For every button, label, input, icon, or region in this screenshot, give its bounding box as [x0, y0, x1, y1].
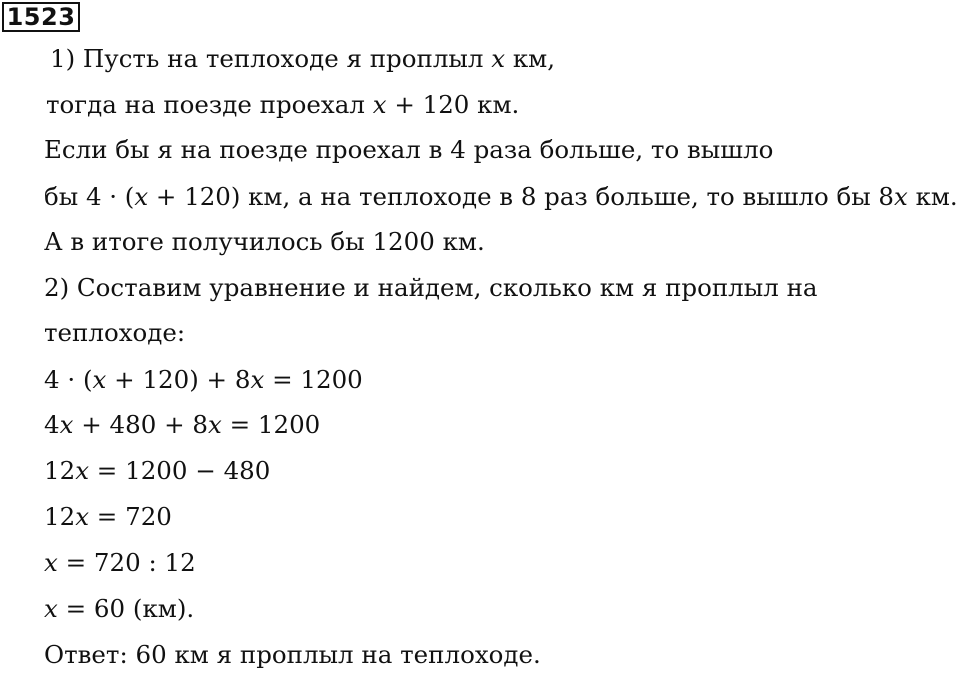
solution-line-1: 1) Пусть на теплоходе я проплыл x км, — [50, 44, 556, 73]
answer-line: Ответ: 60 км я проплыл на теплоходе. — [44, 640, 541, 669]
solution-line-3: Если бы я на поезде проехал в 4 раза больше, то вышло — [44, 135, 774, 164]
equation-line-1: 4 · (x + 120) + 8x = 1200 — [44, 365, 363, 394]
solution-line-2: тогда на поезде проехал x + 120 км. — [46, 90, 520, 119]
equation-line-4: 12x = 720 — [44, 502, 172, 531]
problem-number: 1523 — [2, 2, 80, 32]
solution-line-7: теплоходе: — [44, 318, 186, 347]
equation-line-3: 12x = 1200 − 480 — [44, 456, 271, 485]
equation-line-2: 4x + 480 + 8x = 1200 — [44, 410, 321, 439]
solution-line-5: А в итоге получилось бы 1200 км. — [44, 227, 485, 256]
equation-line-6: x = 60 (км). — [44, 594, 195, 623]
solution-line-4: бы 4 · (x + 120) км, а на теплоходе в 8 раз больше, то вышло бы 8x км. — [44, 182, 958, 211]
solution-line-6: 2) Составим уравнение и найдем, сколько км я проплыл на — [44, 273, 818, 302]
equation-line-5: x = 720 : 12 — [44, 548, 196, 577]
